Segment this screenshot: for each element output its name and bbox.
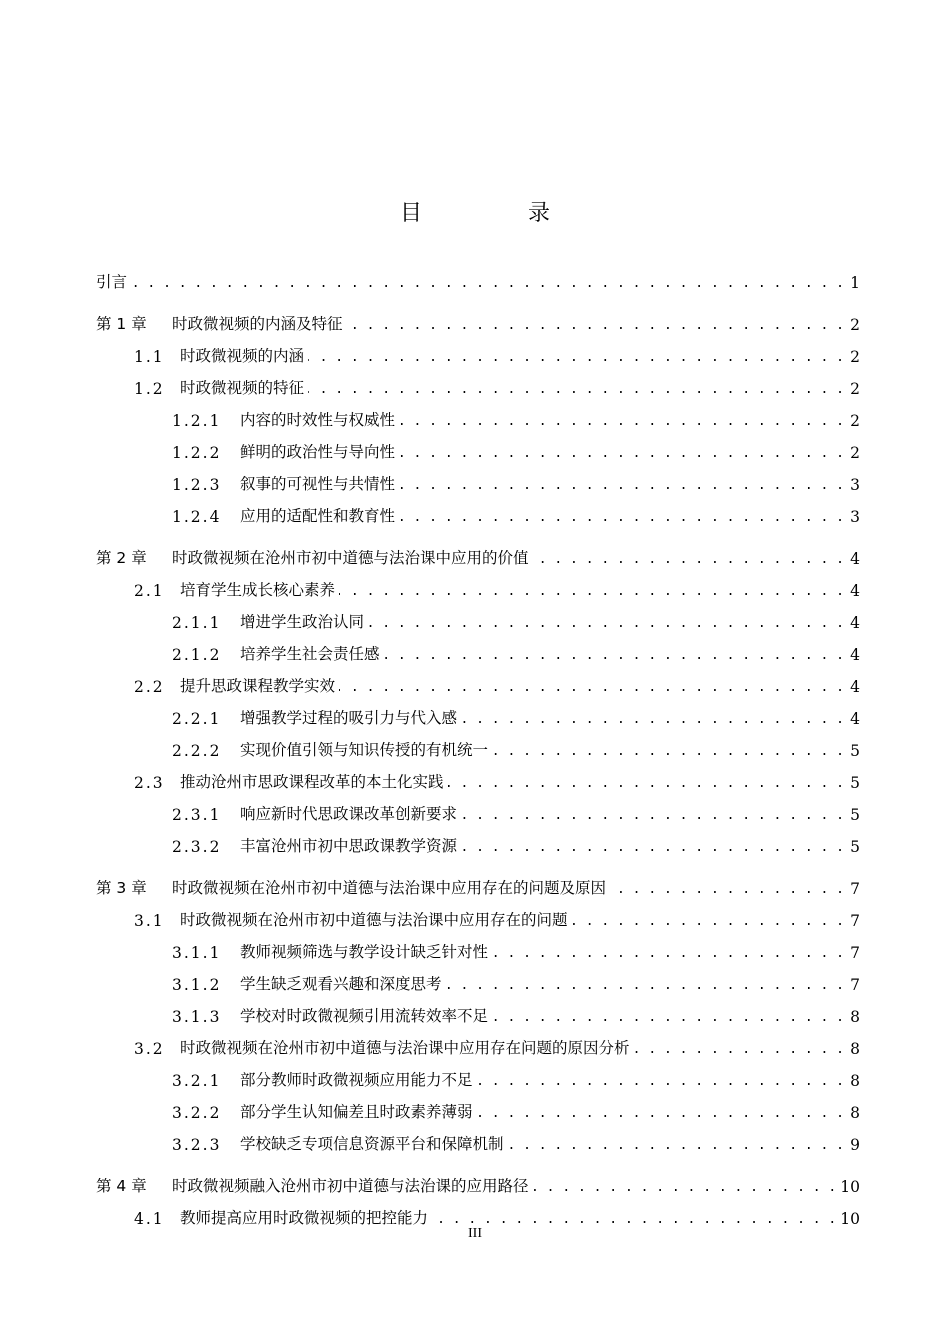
toc-dot-leader (492, 742, 844, 756)
toc-entry[interactable] (96, 1026, 860, 1058)
toc-dot-leader (384, 646, 844, 660)
toc-entry-page: 2 (850, 316, 860, 334)
toc-entry-page: 7 (850, 880, 860, 898)
toc-entry-number: 2.3.2 (172, 838, 222, 856)
toc-entry-page: 8 (850, 1040, 860, 1058)
toc-entry-title: 响应新时代思政课改革创新要求 (240, 805, 458, 823)
toc-entry[interactable] (96, 930, 860, 962)
toc-entry[interactable] (96, 260, 860, 292)
toc-dot-leader (399, 412, 844, 426)
toc-entry-title: 学校对时政微视频引用流转效率不足 (240, 1007, 489, 1025)
toc-entry[interactable] (96, 898, 860, 930)
toc-dot-leader (461, 838, 844, 852)
toc-entry[interactable] (96, 866, 860, 898)
toc-entry-title: 时政微视频的内涵及特征 (172, 315, 343, 333)
toc-entry-number: 1.2.4 (172, 508, 222, 526)
toc-entry-page: 7 (850, 912, 860, 930)
toc-dot-leader (448, 774, 844, 788)
toc-entry-page: 7 (850, 976, 860, 994)
toc-dot-leader (572, 912, 844, 926)
toc-entry[interactable] (96, 962, 860, 994)
toc-entry-title: 部分教师时政微视频应用能力不足 (240, 1071, 473, 1089)
toc-entry-title: 内容的时效性与权威性 (240, 411, 396, 429)
toc-entry[interactable] (96, 568, 860, 600)
table-of-contents (96, 260, 860, 1228)
toc-entry-number: 3.2.1 (172, 1072, 222, 1090)
toc-entry-title: 实现价值引领与知识传授的有机统一 (240, 741, 489, 759)
toc-entry-title: 时政微视频在沧州市初中道德与法治课中应用的价值 (172, 549, 529, 567)
toc-entry-title: 教师视频筛选与教学设计缺乏针对性 (240, 943, 489, 961)
toc-entry-number: 1.2 (134, 380, 165, 398)
toc-entry-page: 4 (850, 614, 860, 632)
toc-entry-title: 提升思政课程教学实效 (180, 677, 336, 695)
toc-entry-number: 4.1 (134, 1210, 165, 1228)
toc-entry-number: 1.2.3 (172, 476, 222, 494)
toc-entry-number: 3.2 (134, 1040, 165, 1058)
toc-dot-leader (477, 1072, 844, 1086)
toc-entry-title: 丰富沧州市初中思政课教学资源 (240, 837, 458, 855)
toc-entry-title: 时政微视频在沧州市初中道德与法治课中应用存在的问题及原因 (172, 879, 607, 897)
toc-entry[interactable] (96, 792, 860, 824)
toc-entry[interactable] (96, 760, 860, 792)
toc-entry-title: 叙事的可视性与共情性 (240, 475, 396, 493)
toc-entry-number: 3.1.2 (172, 976, 222, 994)
toc-entry-page: 4 (850, 646, 860, 664)
toc-entry-number: 2.2 (134, 678, 165, 696)
toc-entry[interactable] (96, 430, 860, 462)
toc-entry-page: 1 (850, 274, 860, 292)
toc-entry-page: 8 (850, 1104, 860, 1122)
toc-dot-leader (399, 444, 844, 458)
toc-dot-leader (131, 274, 844, 288)
toc-dot-leader (610, 880, 844, 894)
toc-dot-leader (533, 1178, 837, 1192)
toc-entry-number: 第 3 章 (96, 879, 147, 897)
toc-entry-title: 培育学生成长核心素养 (180, 581, 336, 599)
toc-entry-number: 3.1 (134, 912, 165, 930)
toc-entry-number: 2.1 (134, 582, 165, 600)
toc-entry-title: 应用的适配性和教育性 (240, 507, 396, 525)
toc-entry[interactable] (96, 664, 860, 696)
toc-entry-page: 2 (850, 380, 860, 398)
toc-dot-leader (492, 944, 844, 958)
toc-entry-number: 第 1 章 (96, 315, 147, 333)
toc-dot-leader (339, 582, 844, 596)
toc-entry[interactable] (96, 398, 860, 430)
toc-entry-page: 4 (850, 582, 860, 600)
toc-entry-title: 学生缺乏观看兴趣和深度思考 (240, 975, 442, 993)
toc-dot-leader (461, 806, 844, 820)
toc-dot-leader (508, 1136, 844, 1150)
toc-entry[interactable] (96, 1090, 860, 1122)
toc-entry-title: 学校缺乏专项信息资源平台和保障机制 (240, 1135, 504, 1153)
toc-entry-number: 3.1.1 (172, 944, 222, 962)
toc-entry-page: 7 (850, 944, 860, 962)
toc-entry-number: 1.2.2 (172, 444, 222, 462)
toc-entry-page: 5 (850, 838, 860, 856)
toc-entry[interactable] (96, 462, 860, 494)
toc-entry-number: 2.3.1 (172, 806, 222, 824)
toc-entry[interactable] (96, 334, 860, 366)
toc-dot-leader (477, 1104, 844, 1118)
toc-entry-title: 时政微视频在沧州市初中道德与法治课中应用存在问题的原因分析 (180, 1039, 630, 1057)
toc-dot-leader (634, 1040, 844, 1054)
toc-entry[interactable] (96, 494, 860, 526)
toc-entry-number: 2.2.1 (172, 710, 222, 728)
toc-entry-title: 时政微视频在沧州市初中道德与法治课中应用存在的问题 (180, 911, 568, 929)
toc-entry-number: 3.2.2 (172, 1104, 222, 1122)
toc-dot-leader (368, 614, 844, 628)
toc-entry-title: 增强教学过程的吸引力与代入感 (240, 709, 458, 727)
toc-dot-leader (399, 508, 844, 522)
toc-entry[interactable] (96, 1058, 860, 1090)
toc-entry-title: 培养学生社会责任感 (240, 645, 380, 663)
toc-entry-title: 推动沧州市思政课程改革的本土化实践 (180, 773, 444, 791)
toc-entry[interactable] (96, 824, 860, 856)
toc-dot-leader (308, 380, 844, 394)
toc-dot-leader (399, 476, 844, 490)
toc-entry[interactable] (96, 366, 860, 398)
toc-dot-leader (446, 976, 844, 990)
toc-entry-number: 第 4 章 (96, 1177, 147, 1195)
toc-dot-leader (432, 1210, 836, 1224)
toc-dot-leader (492, 1008, 844, 1022)
toc-entry[interactable] (96, 536, 860, 568)
toc-entry-title: 时政微视频的内涵 (180, 347, 305, 365)
toc-entry-number: 2.3 (134, 774, 165, 792)
toc-dot-leader (533, 550, 844, 564)
toc-entry-number: 2.2.2 (172, 742, 222, 760)
toc-entry-page: 2 (850, 348, 860, 366)
toc-entry-title: 部分学生认知偏差且时政素养薄弱 (240, 1103, 473, 1121)
toc-entry-title: 时政微视频融入沧州市初中道德与法治课的应用路径 (172, 1177, 529, 1195)
toc-entry-page: 2 (850, 444, 860, 462)
toc-entry[interactable] (96, 994, 860, 1026)
toc-entry-number: 2.1.1 (172, 614, 222, 632)
toc-entry-page: 3 (850, 508, 860, 526)
toc-entry[interactable] (96, 632, 860, 664)
toc-entry-title: 引言 (96, 273, 128, 291)
toc-entry-title: 增进学生政治认同 (240, 613, 365, 631)
toc-entry-page: 4 (850, 710, 860, 728)
toc-dot-leader (308, 348, 844, 362)
page-title: 目 录 (399, 201, 592, 226)
toc-entry-page: 10 (840, 1210, 860, 1228)
toc-entry-number: 1.2.1 (172, 412, 222, 430)
toc-entry-title: 教师提高应用时政微视频的把控能力 (180, 1209, 429, 1227)
toc-entry-page: 3 (850, 476, 860, 494)
toc-entry[interactable] (96, 600, 860, 632)
toc-entry-page: 10 (840, 1178, 860, 1196)
toc-entry-number: 3.2.3 (172, 1136, 222, 1154)
toc-entry-page: 2 (850, 412, 860, 430)
toc-dot-leader (339, 678, 844, 692)
toc-entry-number: 2.1.2 (172, 646, 222, 664)
toc-entry-page: 4 (850, 550, 860, 568)
toc-entry[interactable] (96, 302, 860, 334)
toc-entry-page: 5 (850, 774, 860, 792)
toc-entry-number: 1.1 (134, 348, 165, 366)
toc-entry-number: 3.1.3 (172, 1008, 222, 1026)
toc-entry[interactable] (96, 1122, 860, 1154)
toc-dot-leader (461, 710, 844, 724)
toc-entry-page: 8 (850, 1072, 860, 1090)
toc-entry-page: 5 (850, 742, 860, 760)
toc-entry-number: 第 2 章 (96, 549, 147, 567)
toc-entry-page: 9 (850, 1136, 860, 1154)
toc-dot-leader (347, 316, 844, 330)
toc-entry-page: 5 (850, 806, 860, 824)
toc-entry-title: 时政微视频的特征 (180, 379, 305, 397)
toc-entry[interactable] (96, 696, 860, 728)
toc-entry-page: 8 (850, 1008, 860, 1026)
page-number: III (468, 1226, 482, 1241)
toc-entry[interactable] (96, 1164, 860, 1196)
toc-entry-title: 鲜明的政治性与导向性 (240, 443, 396, 461)
toc-entry[interactable] (96, 728, 860, 760)
toc-entry[interactable] (96, 1196, 860, 1228)
toc-entry-page: 4 (850, 678, 860, 696)
